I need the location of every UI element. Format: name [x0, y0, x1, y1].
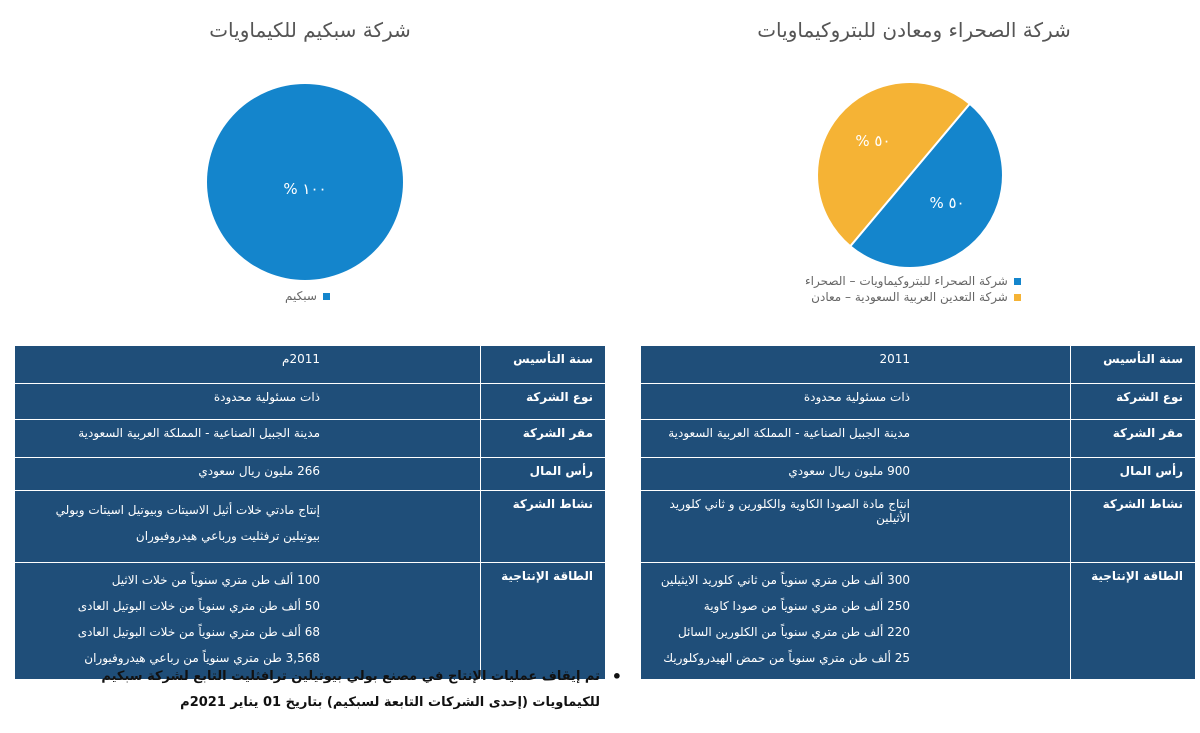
- row-value: 2011م: [15, 346, 481, 384]
- pie-data-label: % ١٠٠: [283, 180, 327, 198]
- legend-swatch: [1014, 278, 1021, 285]
- row-key: نوع الشركة: [1071, 384, 1196, 420]
- capacity-item: 3,568 طن متري سنوياً من رباعي هيدروفيوران: [84, 651, 320, 665]
- table-row: [641, 458, 1196, 491]
- capacity-item: 68 ألف طن متري سنوياً من خلات البوتيل العادى: [77, 625, 320, 639]
- row-key: نوع الشركة: [481, 384, 606, 420]
- table-row: [15, 384, 606, 420]
- table-row: [15, 458, 606, 491]
- legend-item: [805, 289, 1021, 305]
- row-key: نشاط الشركة: [481, 491, 606, 563]
- row-value: ذات مسئولية محدودة: [641, 384, 1071, 420]
- legend-label: شركة الصحراء للبتروكيماويات – الصحراء: [805, 274, 1008, 288]
- capacity-item: 300 ألف طن متري سنوياً من ثاني كلوريد الايثيلين: [660, 573, 910, 587]
- row-value: 900 مليون ريال سعودي: [641, 458, 1071, 491]
- table-row: [641, 346, 1196, 384]
- sahara-maaden-pie-chart: [815, 80, 1005, 270]
- table-row: [641, 420, 1196, 458]
- capacity-list: [641, 563, 1071, 680]
- legend-label: سبكيم: [285, 289, 317, 303]
- row-value: انتاج مادة الصودا الكاوية والكلورين و ثاني كلوريد الأثيلين: [641, 491, 1071, 563]
- table-row: [641, 563, 1196, 680]
- table-row: [641, 491, 1196, 563]
- right-legend: [805, 273, 1021, 305]
- legend-item: [805, 273, 1021, 289]
- sahara-maaden-info-table: [640, 345, 1196, 680]
- left-legend: [285, 288, 330, 304]
- row-key: رأس المال: [1071, 458, 1196, 491]
- footnote: • تم إيقاف عمليات الإنتاج في مصنع بولي بيوتيلين ترافثليت التابع لشركة سبكيم للكيماويات (إحدى الشركات التابعة لسبكيم) بتاريخ 01 يناير 2021م: [40, 664, 600, 716]
- pie-data-label: % ٥٠: [929, 194, 965, 213]
- table-row: [15, 563, 606, 680]
- table-row: [15, 420, 606, 458]
- left-chart-title: شركة سبكيم للكيماويات: [209, 18, 411, 42]
- row-value: إنتاج مادتي خلات أثيل الاسيتات وبيوتيل اسيتات وبولي بيوتيلين ترفثليت ورباعي هيدروفيوران: [15, 491, 481, 563]
- capacity-item: 100 ألف طن متري سنوياً من خلات الاثيل: [111, 573, 320, 587]
- row-key: سنة التأسيس: [481, 346, 606, 384]
- right-chart-title: شركة الصحراء ومعادن للبتروكيماويات: [757, 18, 1071, 42]
- row-key: مقر الشركة: [481, 420, 606, 458]
- sipchem-info-table: [14, 345, 606, 680]
- legend-item: [285, 288, 330, 304]
- row-value: مدينة الجبيل الصناعية - المملكة العربية السعودية: [641, 420, 1071, 458]
- row-key: رأس المال: [481, 458, 606, 491]
- legend-label: شركة التعدين العربية السعودية – معادن: [811, 290, 1008, 304]
- row-value: ذات مسئولية محدودة: [15, 384, 481, 420]
- capacity-item: 220 ألف طن متري سنوياً من الكلورين السائل: [677, 625, 910, 639]
- legend-swatch: [1014, 294, 1021, 301]
- row-key: الطاقة الإنتاجية: [481, 563, 606, 680]
- capacity-item: 250 ألف طن متري سنوياً من صودا كاوية: [703, 599, 910, 613]
- pie-data-label: % ٥٠: [855, 131, 891, 150]
- row-key: نشاط الشركة: [1071, 491, 1196, 563]
- sipchem-pie-chart: [205, 82, 405, 282]
- row-key: مقر الشركة: [1071, 420, 1196, 458]
- table-row: [641, 384, 1196, 420]
- row-value: 2011: [641, 346, 1071, 384]
- capacity-item: 50 ألف طن متري سنوياً من خلات البوتيل العادى: [77, 599, 320, 613]
- row-value: 266 مليون ريال سعودي: [15, 458, 481, 491]
- row-key: الطاقة الإنتاجية: [1071, 563, 1196, 680]
- capacity-item: 25 ألف طن متري سنوياً من حمض الهيدروكلوريك: [663, 651, 910, 665]
- table-row: [15, 346, 606, 384]
- table-row: [15, 491, 606, 563]
- capacity-list: [15, 563, 481, 680]
- legend-swatch: [323, 293, 330, 300]
- row-value: مدينة الجبيل الصناعية - المملكة العربية السعودية: [15, 420, 481, 458]
- row-key: سنة التأسيس: [1071, 346, 1196, 384]
